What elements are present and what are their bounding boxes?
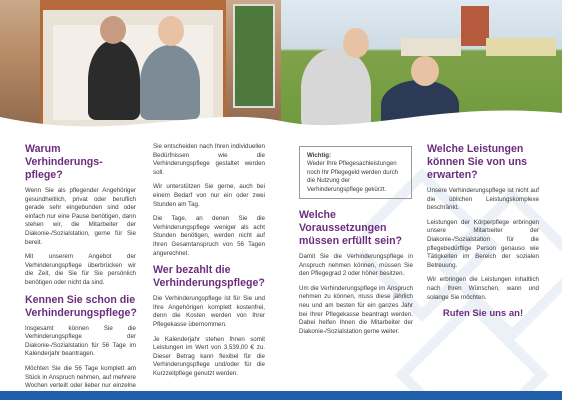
young-man-head <box>343 28 369 58</box>
paragraph: Wir erbringen die Leistungen inhaltlich nach Ihren Wünschen, wann und solange Sie möchten. <box>427 276 539 301</box>
paragraph: Um die Verhinderungspflege im Anspruch nehmen zu können, muss diese jährlich neu und am besten für ein ganzes Jahr bei Ihrer Pflegekasse beantragt werden. Dabei helfen Ihnen die Mitarbeiter der Diakonie-/Sozialstation gerne weiter. <box>299 284 413 335</box>
paragraph: Leistungen der Körperpflege erbringen unsere Mitarbeiter der Diakonie-/Sozialstation für die pflegebedürftige Person genauso wie Tätigkeiten im Bereich der sozialen Betreuung. <box>427 218 539 269</box>
paragraph: Je Kalenderjahr stehen Ihnen somit Leistungen im Wert von 3.539,00 € zu. Dieser Betrag kann flexibel für die Verhinderungspflege und/oder für die Kurzzeitpflege genutzt werden. <box>153 335 265 377</box>
paragraph: Sie entscheiden nach Ihren individuellen Bedürfnissen wie die Verhinderungspflege gestaltet werden soll. <box>153 143 265 176</box>
church-tower <box>461 6 489 46</box>
bottom-bar <box>0 391 562 400</box>
paragraph: Wenn Sie als pflegender Angehöriger gesundheitlich, privat oder beruflich gerade sehr eingebunden sind oder einfach nur eine Pause benötigen, dann stehen wir, die Mitarbeiter der Diakonie-/Sozialstation, gerne für Sie bereit. <box>25 187 136 246</box>
woman-head <box>100 16 126 44</box>
note-text: Weder Ihre Pflegesachleistungen noch Ihr Pflegegeld werden durch die Nutzung der Verhinderungspflege gekürzt. <box>307 160 399 193</box>
column-3 <box>299 143 413 342</box>
heading-voraussetzungen: Welche Voraussetzungen müssen erfüllt sein? <box>299 209 403 248</box>
heading-warum: Warum Verhinderungs-pflege? <box>25 143 103 181</box>
paragraph: Die Tage, an denen Sie die Verhinderungspflege weniger als acht Stunden benötigen, werden nicht auf Ihren Gesamtanspruch von 56 Tagen angerechnet. <box>153 215 265 257</box>
paragraph: Damit Sie die Verhinderungspflege in Anspruch nehmen können, müssen Sie den Pflegegrad 2 oder höher besitzen. <box>299 253 413 278</box>
building <box>401 38 461 56</box>
column-4 <box>427 143 539 319</box>
column-1 <box>25 143 136 405</box>
window <box>233 4 275 108</box>
paragraph: Möchten Sie die 56 Tage komplett am Stück in Anspruch nehmen, auf mehrere Wochen verteilt oder lieber nur einzelne <box>25 364 136 390</box>
paragraph: Die Verhinderungspflege ist für Sie und Ihre Angehörigen komplett kostenfrei, denn die Kosten werden von Ihrer Pflegekasse übernommen. <box>153 295 265 328</box>
man-head <box>158 16 184 46</box>
heading-kennen-sie: Kennen Sie schon die Verhinderungspflege? <box>25 293 137 319</box>
senior-man-head <box>411 56 439 86</box>
paragraph: Insgesamt können Sie die Verhinderungspflege der Diakonie-/Sozialstation für 56 Tage im Kalenderjahr beantragen. <box>25 324 136 358</box>
heading-wer-bezahlt: Wer bezahlt die Verhinderungspflege? <box>153 264 265 290</box>
paragraph: Unsere Verhinderungspflege ist nicht auf die üblichen Leistungskomplexe beschränkt. <box>427 187 539 212</box>
wave-divider <box>0 95 562 140</box>
paragraph: Mit unserem Angebot der Verhinderungspflege überbrücken wir die Zeit, die Sie für Sie persönlich benötigen oder nicht da sind. <box>25 253 136 286</box>
note-title: Wichtig: <box>307 152 331 159</box>
paragraph: Wir unterstützen Sie gerne, auch bei einem Bedarf von nur ein oder zwei Stunden am Tag. <box>153 183 265 208</box>
call-to-action: Rufen Sie uns an! <box>442 308 524 320</box>
column-2 <box>153 143 265 384</box>
important-note-box <box>299 146 412 199</box>
building <box>486 38 556 56</box>
heading-leistungen: Welche Leistungen können Sie von uns erwarten? <box>427 143 528 181</box>
